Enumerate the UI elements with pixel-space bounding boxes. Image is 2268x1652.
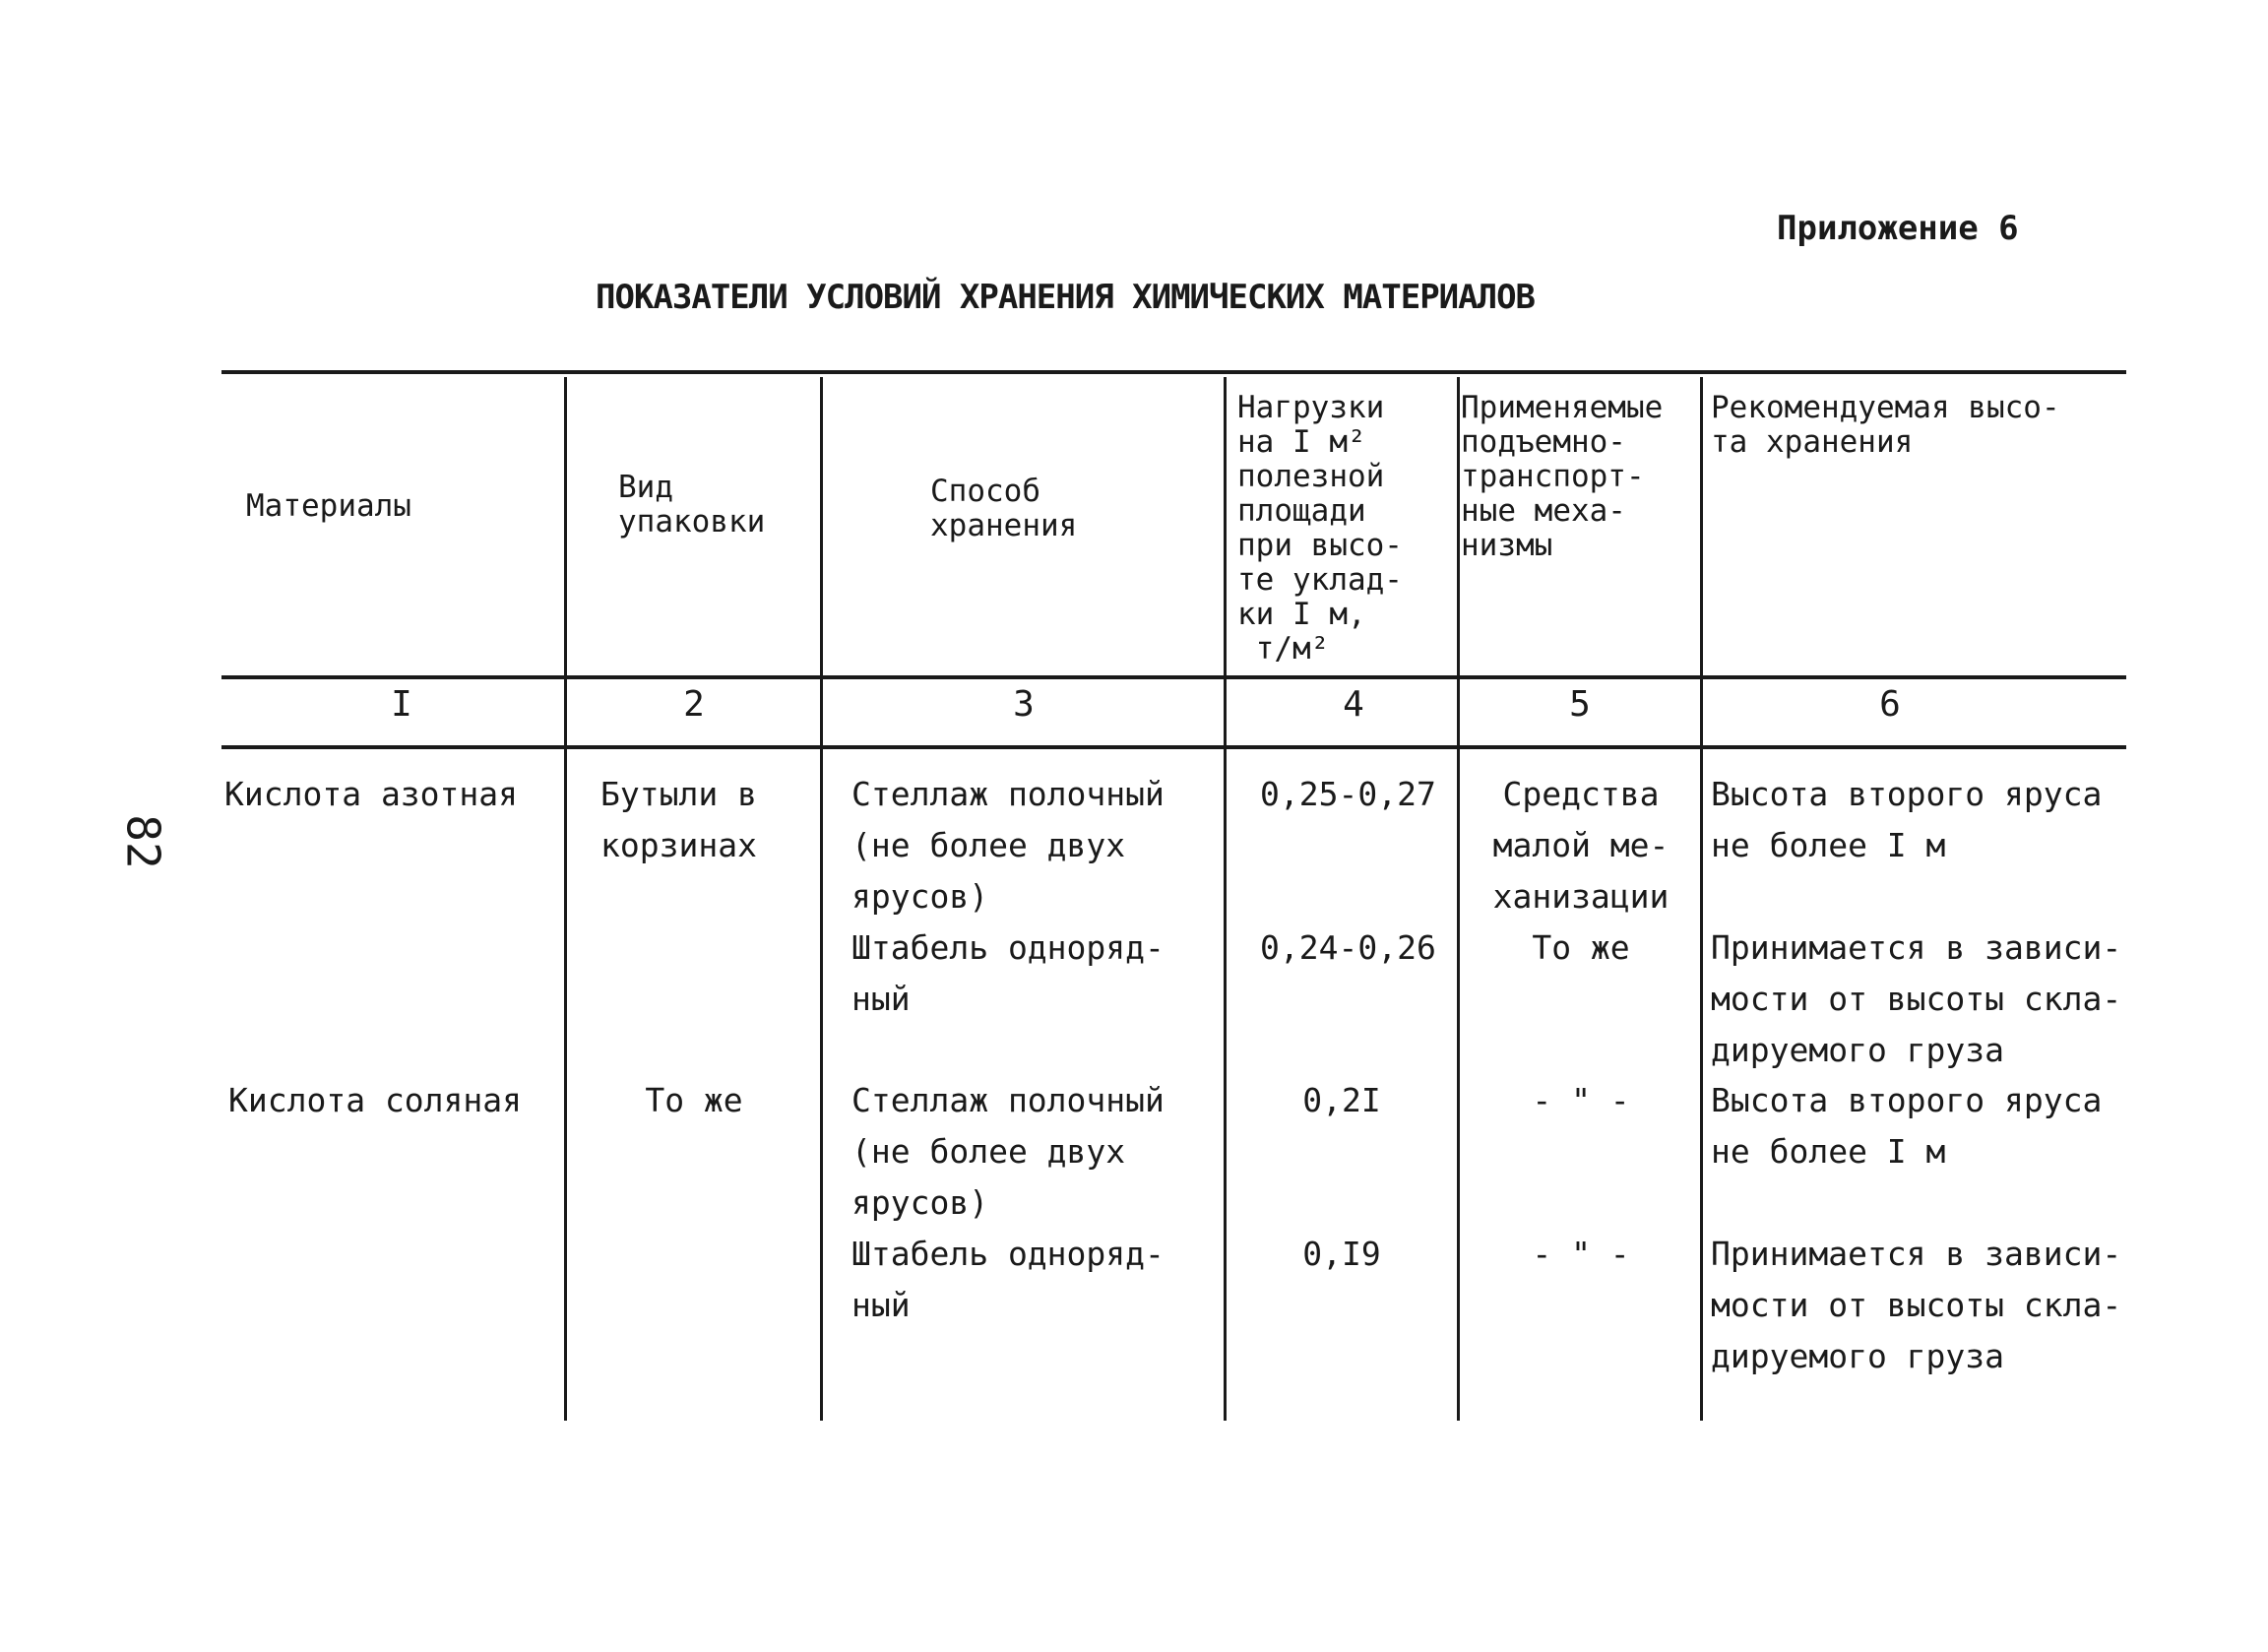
cell-load: 0,I9: [1302, 1235, 1381, 1273]
cell-load: 0,2I: [1302, 1081, 1381, 1119]
header-mechanisms: Применяемые подъемно- транспорт- ные меха- низмы: [1461, 390, 1664, 563]
column-divider: [564, 377, 567, 1421]
column-number: I: [391, 684, 412, 725]
cell-load: 0,24-0,26: [1260, 928, 1436, 967]
cell-load: 0,25-0,27: [1260, 775, 1436, 813]
column-divider: [1224, 377, 1227, 1421]
cell-storage-height: Высота второго яруса не более I м: [1711, 775, 2103, 864]
cell-mechanisms: Средства малой ме- ханизации: [1492, 775, 1670, 916]
column-divider: [1700, 377, 1703, 1421]
cell-packaging: Бутыли в корзинах: [600, 775, 757, 864]
numbers-bottom-rule: [221, 745, 2126, 749]
column-number: 3: [1013, 684, 1035, 725]
cell-material: Кислота соляная: [228, 1081, 523, 1119]
header-packaging: Вид упаковки: [618, 470, 766, 540]
cell-storage-method: Стеллаж полочный (не более двух ярусов): [851, 1081, 1165, 1222]
column-number: 4: [1343, 684, 1364, 725]
column-divider: [1457, 377, 1460, 1421]
column-number: 2: [683, 684, 705, 725]
document-title: ПОКАЗАТЕЛИ УСЛОВИЙ ХРАНЕНИЯ ХИМИЧЕСКИХ МАТЕРИАЛОВ: [596, 278, 1536, 317]
cell-storage-method: Стеллаж полочный (не более двух ярусов): [851, 775, 1165, 916]
appendix-label: Приложение 6: [1777, 209, 2019, 248]
cell-mechanisms: То же: [1532, 928, 1630, 967]
cell-storage-height: Принимается в зависи- мости от высоты скла- дируемого груза: [1711, 1235, 2122, 1375]
column-divider: [820, 377, 823, 1421]
cell-storage-method: Штабель одноряд- ный: [851, 928, 1165, 1018]
cell-storage-height: Принимается в зависи- мости от высоты скла- дируемого груза: [1711, 928, 2122, 1069]
cell-packaging: То же: [645, 1081, 743, 1119]
header-storage-method: Способ хранения: [930, 474, 1078, 543]
column-number: 5: [1569, 684, 1591, 725]
cell-mechanisms: - " -: [1532, 1235, 1630, 1273]
cell-material: Кислота азотная: [224, 775, 519, 813]
header-load: Нагрузки на I м² полезной площади при высо- те уклад- ки I м, т/м²: [1237, 390, 1403, 667]
cell-mechanisms: - " -: [1532, 1081, 1630, 1119]
table-top-rule: [221, 370, 2126, 374]
cell-storage-height: Высота второго яруса не более I м: [1711, 1081, 2103, 1171]
column-number: 6: [1879, 684, 1901, 725]
header-storage-height: Рекомендуемая высо- та хранения: [1711, 390, 2060, 460]
cell-storage-method: Штабель одноряд- ный: [851, 1235, 1165, 1324]
header-materials: Материалы: [246, 488, 411, 524]
page-number: 82: [116, 814, 170, 869]
header-bottom-rule: [221, 675, 2126, 679]
